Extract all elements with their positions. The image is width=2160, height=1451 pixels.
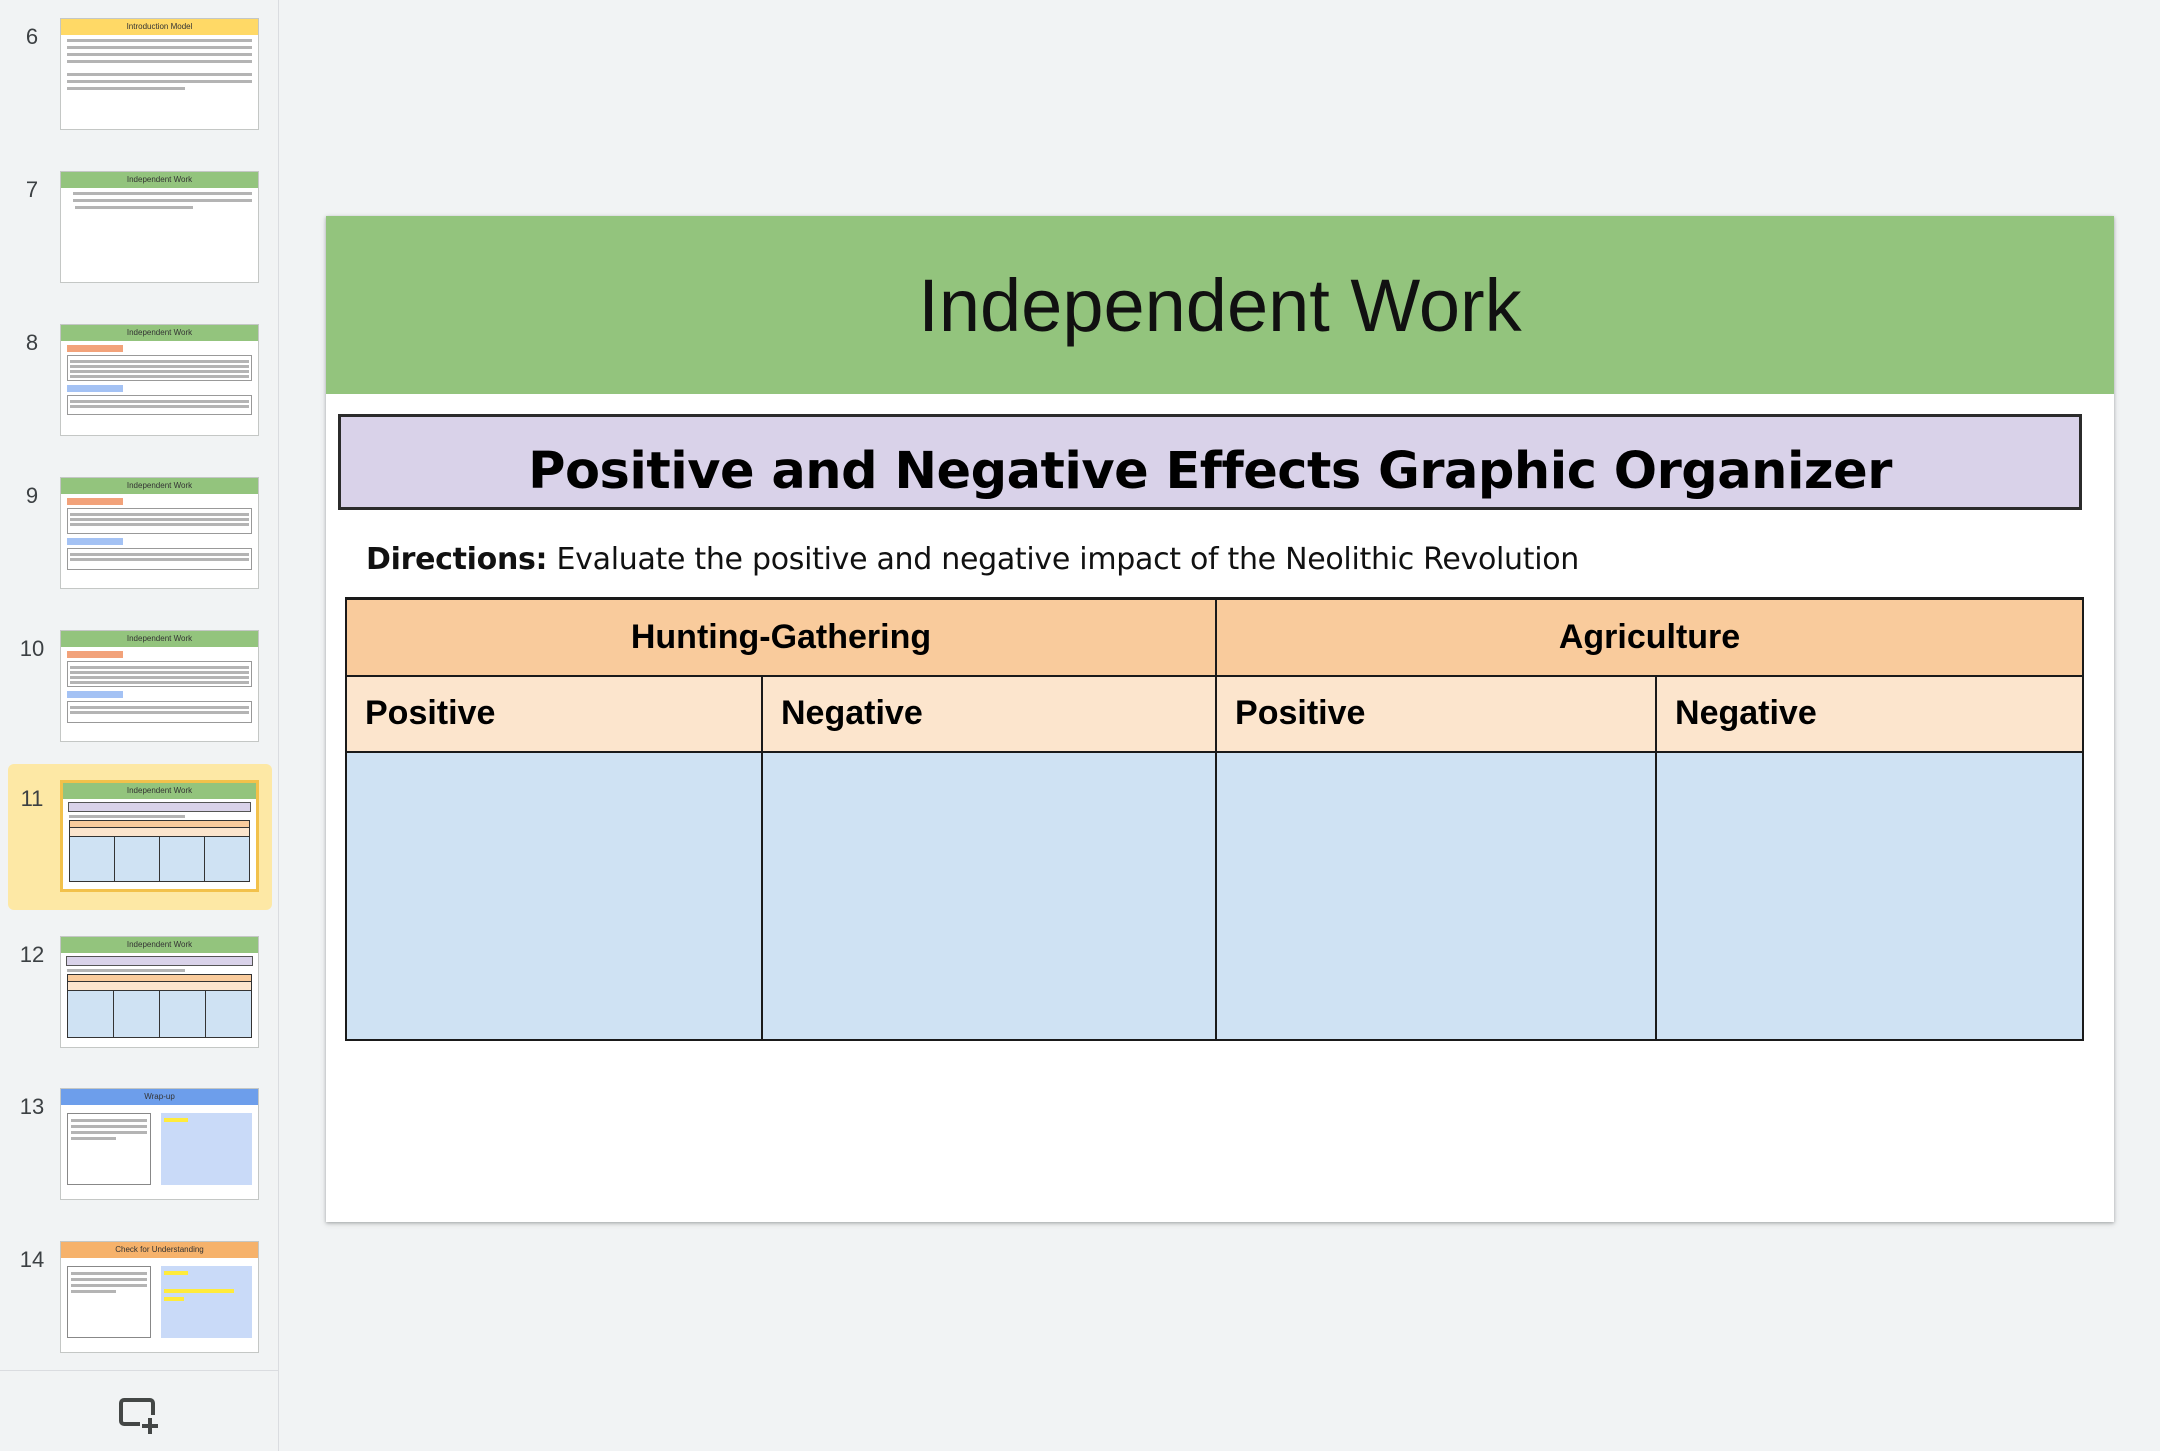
thumb-title: Independent Work: [61, 325, 258, 341]
directions-text[interactable]: [366, 542, 1579, 577]
directions-label: Directions:: [366, 542, 548, 577]
slide-thumbnail[interactable]: [60, 18, 259, 130]
slide-thumbnail[interactable]: [60, 630, 259, 742]
thumb-title: Check for Understanding: [61, 1242, 258, 1258]
thumbnail-slide-9[interactable]: [8, 473, 272, 619]
column-header-hg-negative[interactable]: Negative: [762, 676, 1216, 752]
thumb-title: Independent Work: [63, 783, 256, 799]
slide-number: 8: [25, 330, 39, 355]
thumb-title: Independent Work: [61, 172, 258, 188]
slide-number: 6: [25, 24, 39, 49]
thumb-title: Introduction Model: [61, 19, 258, 35]
group-header-agriculture[interactable]: Agriculture: [1216, 599, 2083, 676]
thumbnail-slide-7[interactable]: [8, 167, 272, 313]
thumb-title: Independent Work: [61, 631, 258, 647]
thumbnail-slide-8[interactable]: [8, 320, 272, 466]
slide-thumbnail[interactable]: [60, 171, 259, 283]
slide-thumbnail[interactable]: [60, 324, 259, 436]
column-header-ag-positive[interactable]: Positive: [1216, 676, 1656, 752]
directions-body: Evaluate the positive and negative impact of the Neolithic Revolution: [547, 542, 1580, 577]
slide-number: 7: [25, 177, 39, 202]
thumbnail-slide-14[interactable]: [8, 1237, 272, 1383]
thumbnail-slide-13[interactable]: [8, 1084, 272, 1230]
new-slide-icon: [118, 1393, 162, 1437]
thumb-title: Independent Work: [61, 478, 258, 494]
slide-number: 14: [19, 1247, 45, 1272]
column-header-hg-positive[interactable]: Positive: [346, 676, 762, 752]
thumbnail-slide-11[interactable]: [8, 764, 272, 910]
answer-cell-hg-positive[interactable]: [346, 752, 762, 1041]
slide-thumbnail[interactable]: [60, 780, 259, 892]
slide-filmstrip: [0, 0, 279, 1451]
slide-thumbnail[interactable]: [60, 477, 259, 589]
slide-number: 9: [25, 483, 39, 508]
slide-number: 12: [19, 942, 45, 967]
answer-cell-ag-positive[interactable]: [1216, 752, 1656, 1041]
answer-cell-ag-negative[interactable]: [1656, 752, 2083, 1041]
slide-number: 11: [20, 786, 44, 811]
new-slide-button[interactable]: [118, 1393, 162, 1437]
thumbnail-slide-10[interactable]: [8, 626, 272, 772]
slide-thumbnail[interactable]: [60, 936, 259, 1048]
thumbnail-slide-12[interactable]: [8, 932, 272, 1078]
graphic-organizer-table[interactable]: [345, 597, 2084, 1041]
slide-number: 13: [19, 1094, 45, 1119]
slide-thumbnail[interactable]: [60, 1088, 259, 1200]
slide-title: Independent Work: [918, 263, 1522, 347]
filmstrip-divider: [0, 1370, 279, 1371]
organizer-title-box[interactable]: [338, 414, 2082, 510]
thumb-title: Wrap-up: [61, 1089, 258, 1105]
slide-thumbnail[interactable]: [60, 1241, 259, 1353]
column-header-ag-negative[interactable]: Negative: [1656, 676, 2083, 752]
thumbnail-slide-6[interactable]: [8, 14, 272, 160]
slide-title-bar[interactable]: [326, 216, 2114, 394]
slide-canvas[interactable]: [326, 216, 2114, 1222]
slide-number: 10: [19, 636, 45, 661]
organizer-title: Positive and Negative Effects Graphic Organizer: [528, 442, 1892, 501]
thumb-title: Independent Work: [61, 937, 258, 953]
group-header-hunting-gathering[interactable]: Hunting-Gathering: [346, 599, 1216, 676]
answer-cell-hg-negative[interactable]: [762, 752, 1216, 1041]
